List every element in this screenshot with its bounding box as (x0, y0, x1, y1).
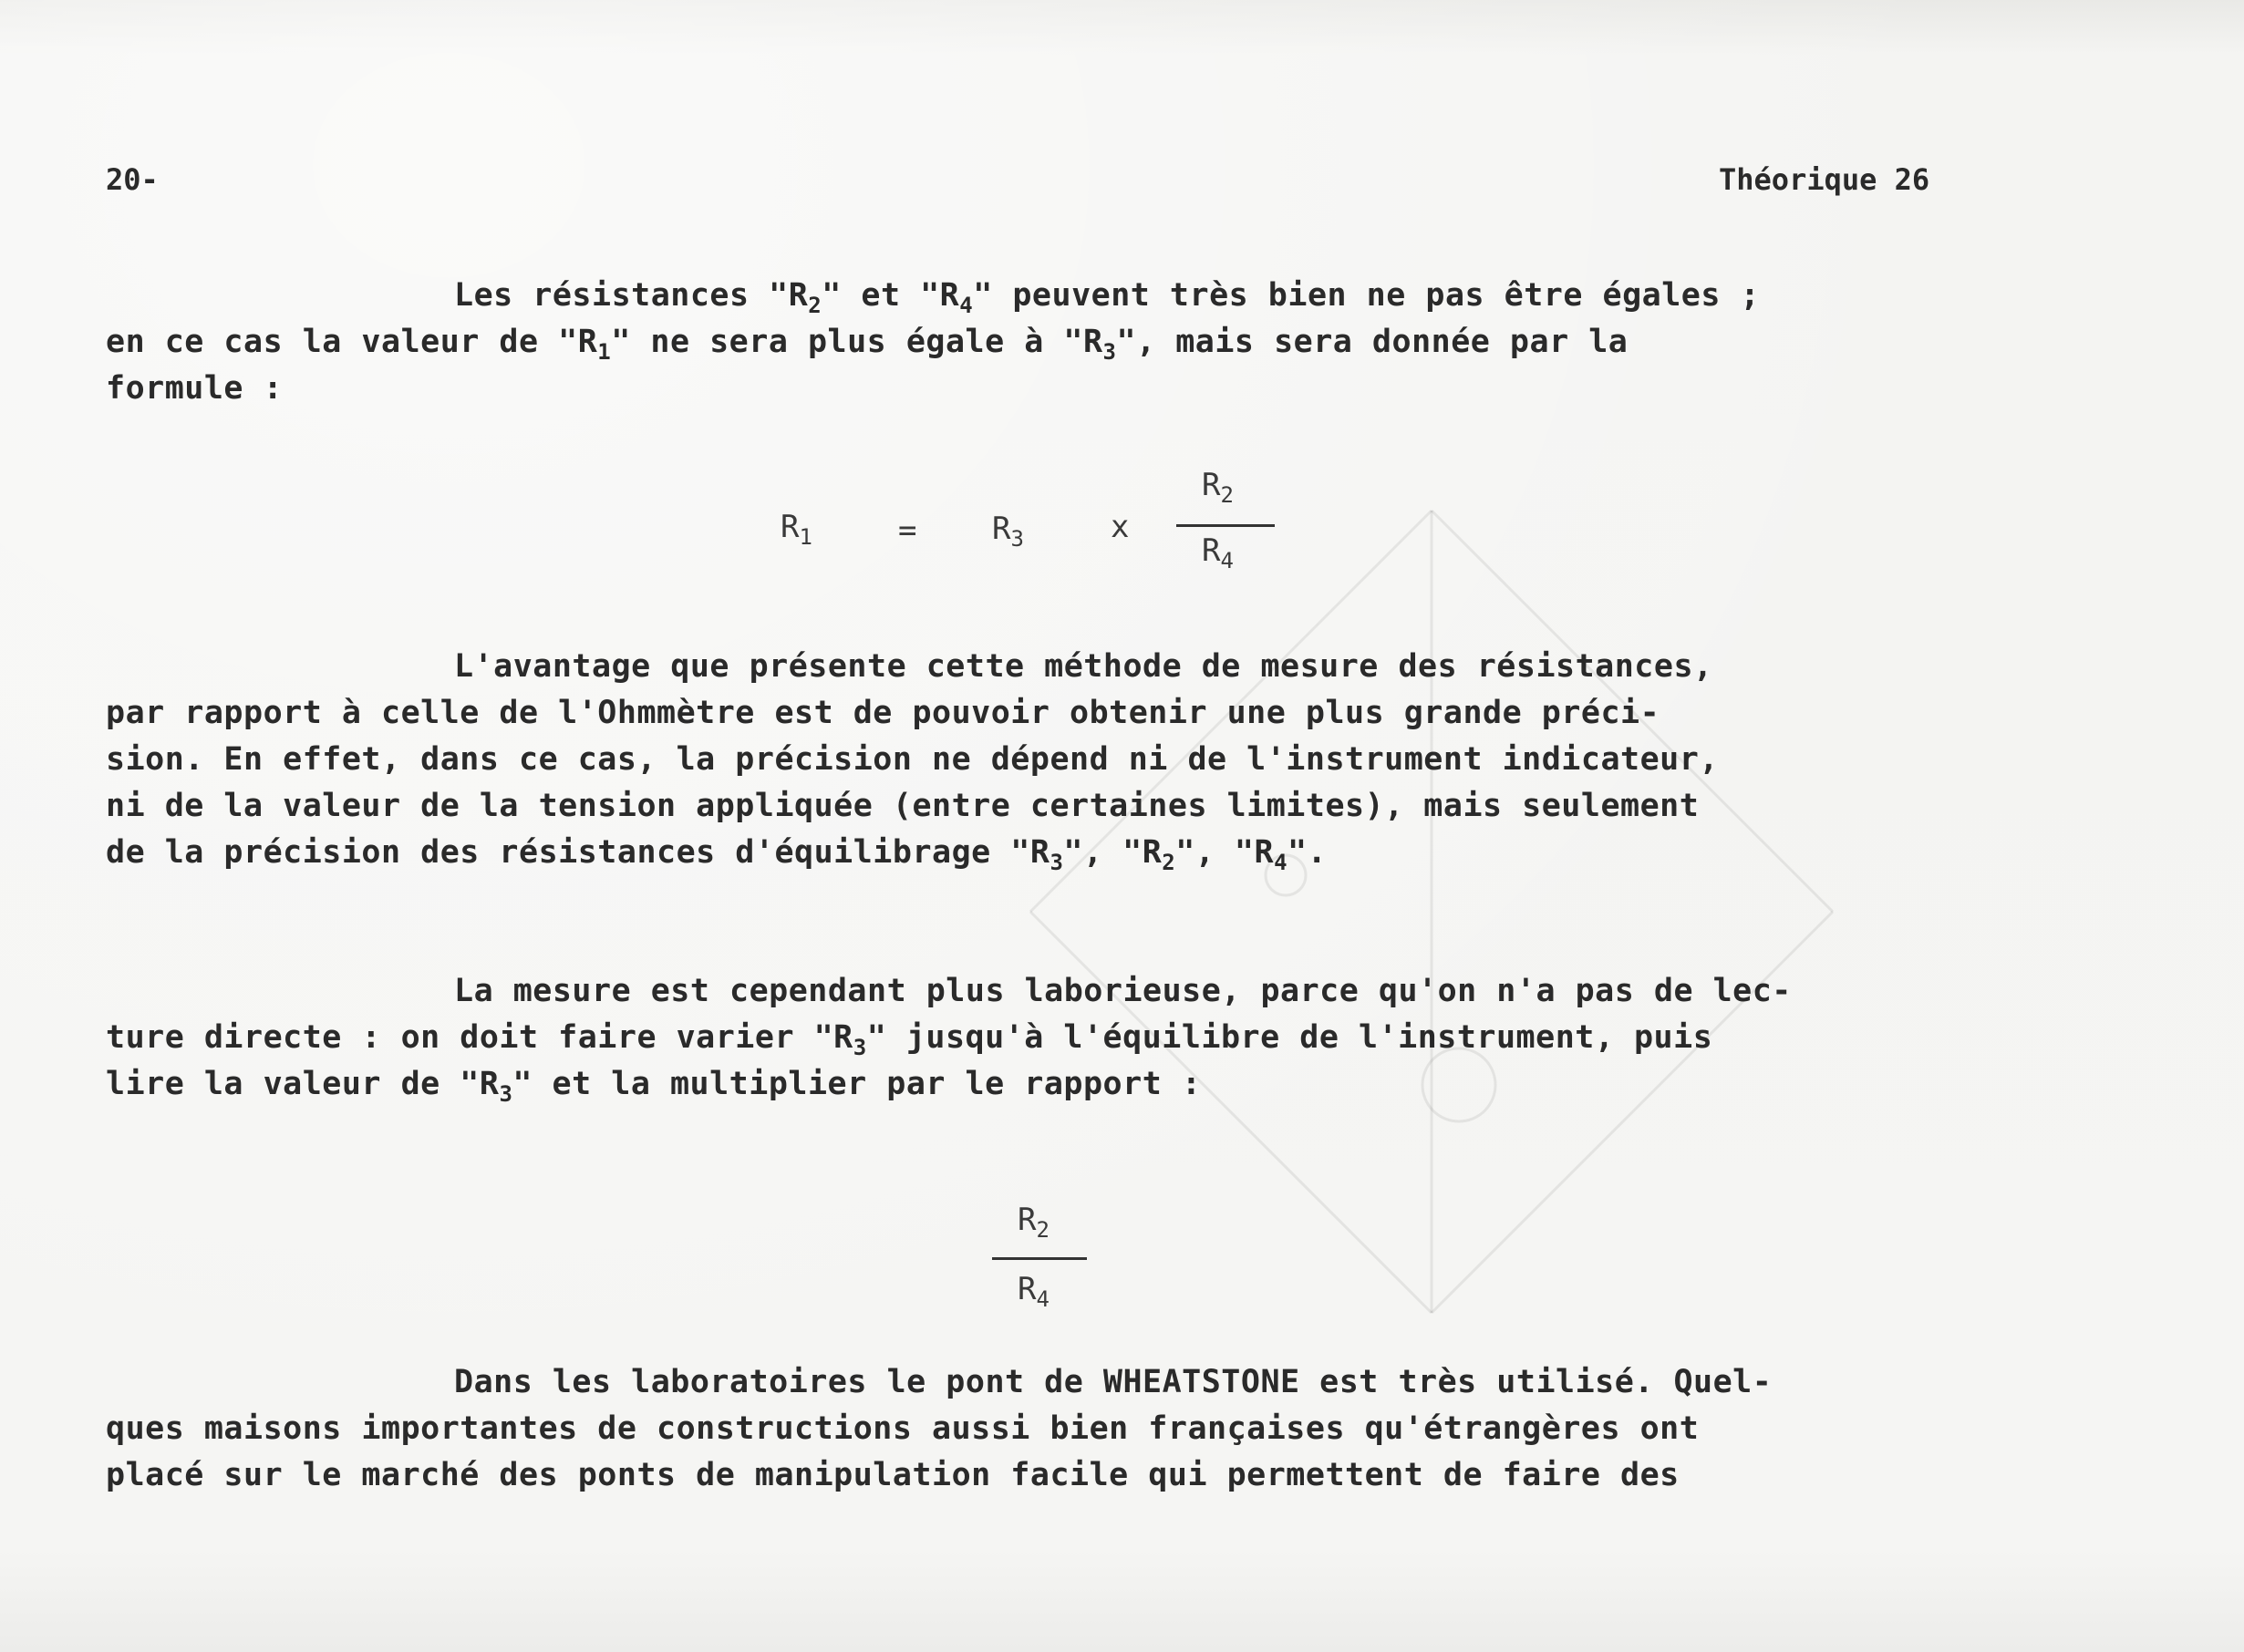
text-line: placé sur le marché des ponts de manipulation facile qui permettent de faire des (106, 1457, 1680, 1493)
text-line: sion. En effet, dans ce cas, la précision ne dépend ni de l'instrument indicateur, (106, 741, 1719, 778)
text-line: Les résistances "$R_2$" et "$R_4$" peuvent très bien ne pas être égales ; (454, 277, 1761, 318)
text-line: en ce cas la valeur de "$R_1$" ne sera plus égale à "$R_3$", mais sera donnée par la (106, 324, 1629, 365)
text-line: formule : (106, 370, 284, 407)
formula-lhs: $R_1$ (781, 509, 812, 550)
text-line: L'avantage que présente cette méthode de mesure des résistances, (454, 648, 1713, 685)
text-line: ni de la valeur de la tension appliquée (entre certaines limites), mais seulement (106, 788, 1700, 824)
formula-times: x (1111, 509, 1130, 545)
page-reference: Théorique 26 (1719, 162, 1930, 197)
text-line: ques maisons importantes de constructions aussi bien françaises qu'étrangères ont (106, 1410, 1700, 1447)
text-line: lire la valeur de "$R_3$" et la multiplier par le rapport : (106, 1066, 1202, 1107)
formula-denominator: $R_4$ (1202, 532, 1234, 573)
fraction-bar (992, 1257, 1087, 1260)
fraction-bar (1176, 524, 1275, 527)
text-line: par rapport à celle de l'Ohmmètre est de pouvoir obtenir une plus grande préci- (106, 695, 1660, 731)
formula-equals: = (898, 512, 917, 549)
ratio-denominator: $R_4$ (1018, 1271, 1050, 1312)
text-line: La mesure est cependant plus laborieuse, parce qu'on n'a pas de lec- (454, 973, 1792, 1009)
formula-r3: $R_3$ (992, 511, 1024, 552)
text-line: ture directe : on doit faire varier "$R_3$" jusqu'à l'équilibre de l'instrument, puis (106, 1019, 1713, 1060)
formula-numerator: $R_2$ (1202, 467, 1234, 508)
text-line: Dans les laboratoires le pont de WHEATSTONE est très utilisé. Quel- (454, 1364, 1773, 1400)
page-number: 20- (106, 162, 159, 197)
text-line: de la précision des résistances d'équilibrage "$R_3$", "$R_2$", "$R_4$". (106, 834, 1328, 875)
ratio-numerator: $R_2$ (1018, 1202, 1050, 1243)
